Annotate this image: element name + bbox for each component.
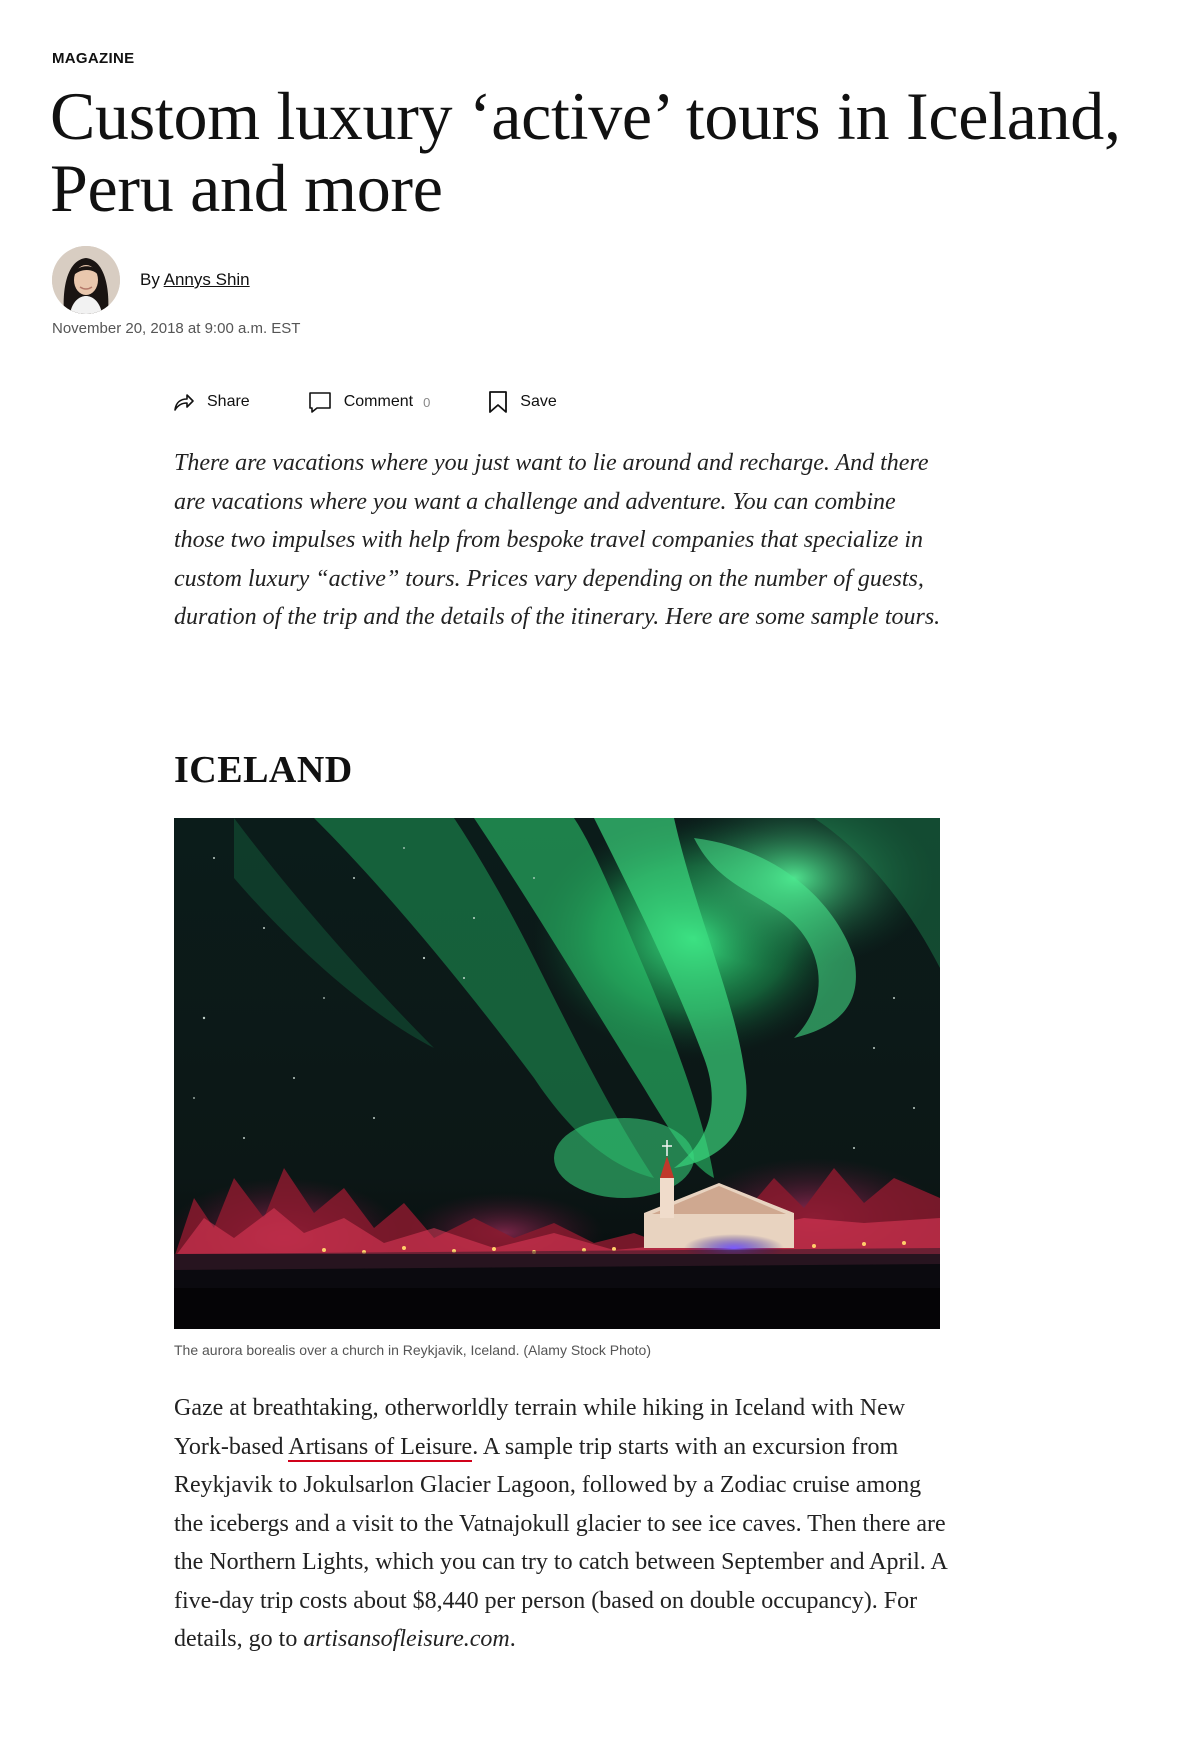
bookmark-icon (488, 390, 508, 414)
save-label: Save (520, 393, 557, 410)
comment-bubble-icon (308, 390, 332, 414)
article-actions (173, 385, 557, 419)
headline: Custom luxury ‘active’ tours in Iceland, Peru and more (50, 78, 1121, 226)
section-heading-iceland: ICELAND (174, 749, 353, 791)
comment-count: 0 (423, 394, 431, 410)
iceland-paragraph (174, 1389, 954, 1659)
publish-timestamp: November 20, 2018 at 9:00 a.m. EST (52, 320, 301, 337)
image-caption: The aurora borealis over a church in Reykjavik, Iceland. (Alamy Stock Photo) (174, 1342, 651, 1358)
byline-row (52, 246, 250, 314)
aurora-photo[interactable] (174, 818, 940, 1329)
paragraph-text-end: . (509, 1626, 516, 1652)
comment-button[interactable] (308, 390, 431, 414)
article-dek: There are vacations where you just want to lie around and recharge. And there are vacations where you want a challenge and adventure. You can combine those two impulses with help from bespoke travel companies that specialize in custom luxury “active” tours. Prices vary depending on the number of guests, duration of the trip and the details of the itinerary. Here are some sample tours. (174, 450, 941, 630)
save-button[interactable] (488, 390, 556, 414)
paragraph-text-start: Gaze at breathtaking, otherworldly terrain while hiking in Iceland with New York-based (174, 1395, 906, 1460)
paragraph-text-middle: . A sample trip starts with an excursion from Reykjavik to Jokulsarlon Glacier Lagoon, followed by a Zodiac cruise among the icebergs and a visit to the Vatnajokull glacier to see ice caves. Then there are the Northern Lights, which you can try to catch between September and April. A five-day trip costs about $8,440 per person (based on double occupancy). For details, go to (174, 1433, 947, 1652)
website-name: artisansofleisure.com (303, 1626, 510, 1652)
share-label: Share (207, 393, 250, 410)
byline-prefix: By (140, 270, 160, 289)
byline (140, 270, 250, 290)
comment-label: Comment (343, 393, 414, 410)
author-portrait-icon (52, 246, 120, 314)
artisans-of-leisure-link[interactable]: Artisans of Leisure (288, 1433, 473, 1460)
share-arrow-icon (173, 391, 195, 413)
author-avatar[interactable] (52, 246, 120, 314)
share-button[interactable] (173, 391, 250, 413)
author-link[interactable]: Annys Shin (163, 270, 250, 289)
section-kicker[interactable]: MAGAZINE (52, 50, 135, 67)
aurora-church-image (174, 818, 940, 1329)
